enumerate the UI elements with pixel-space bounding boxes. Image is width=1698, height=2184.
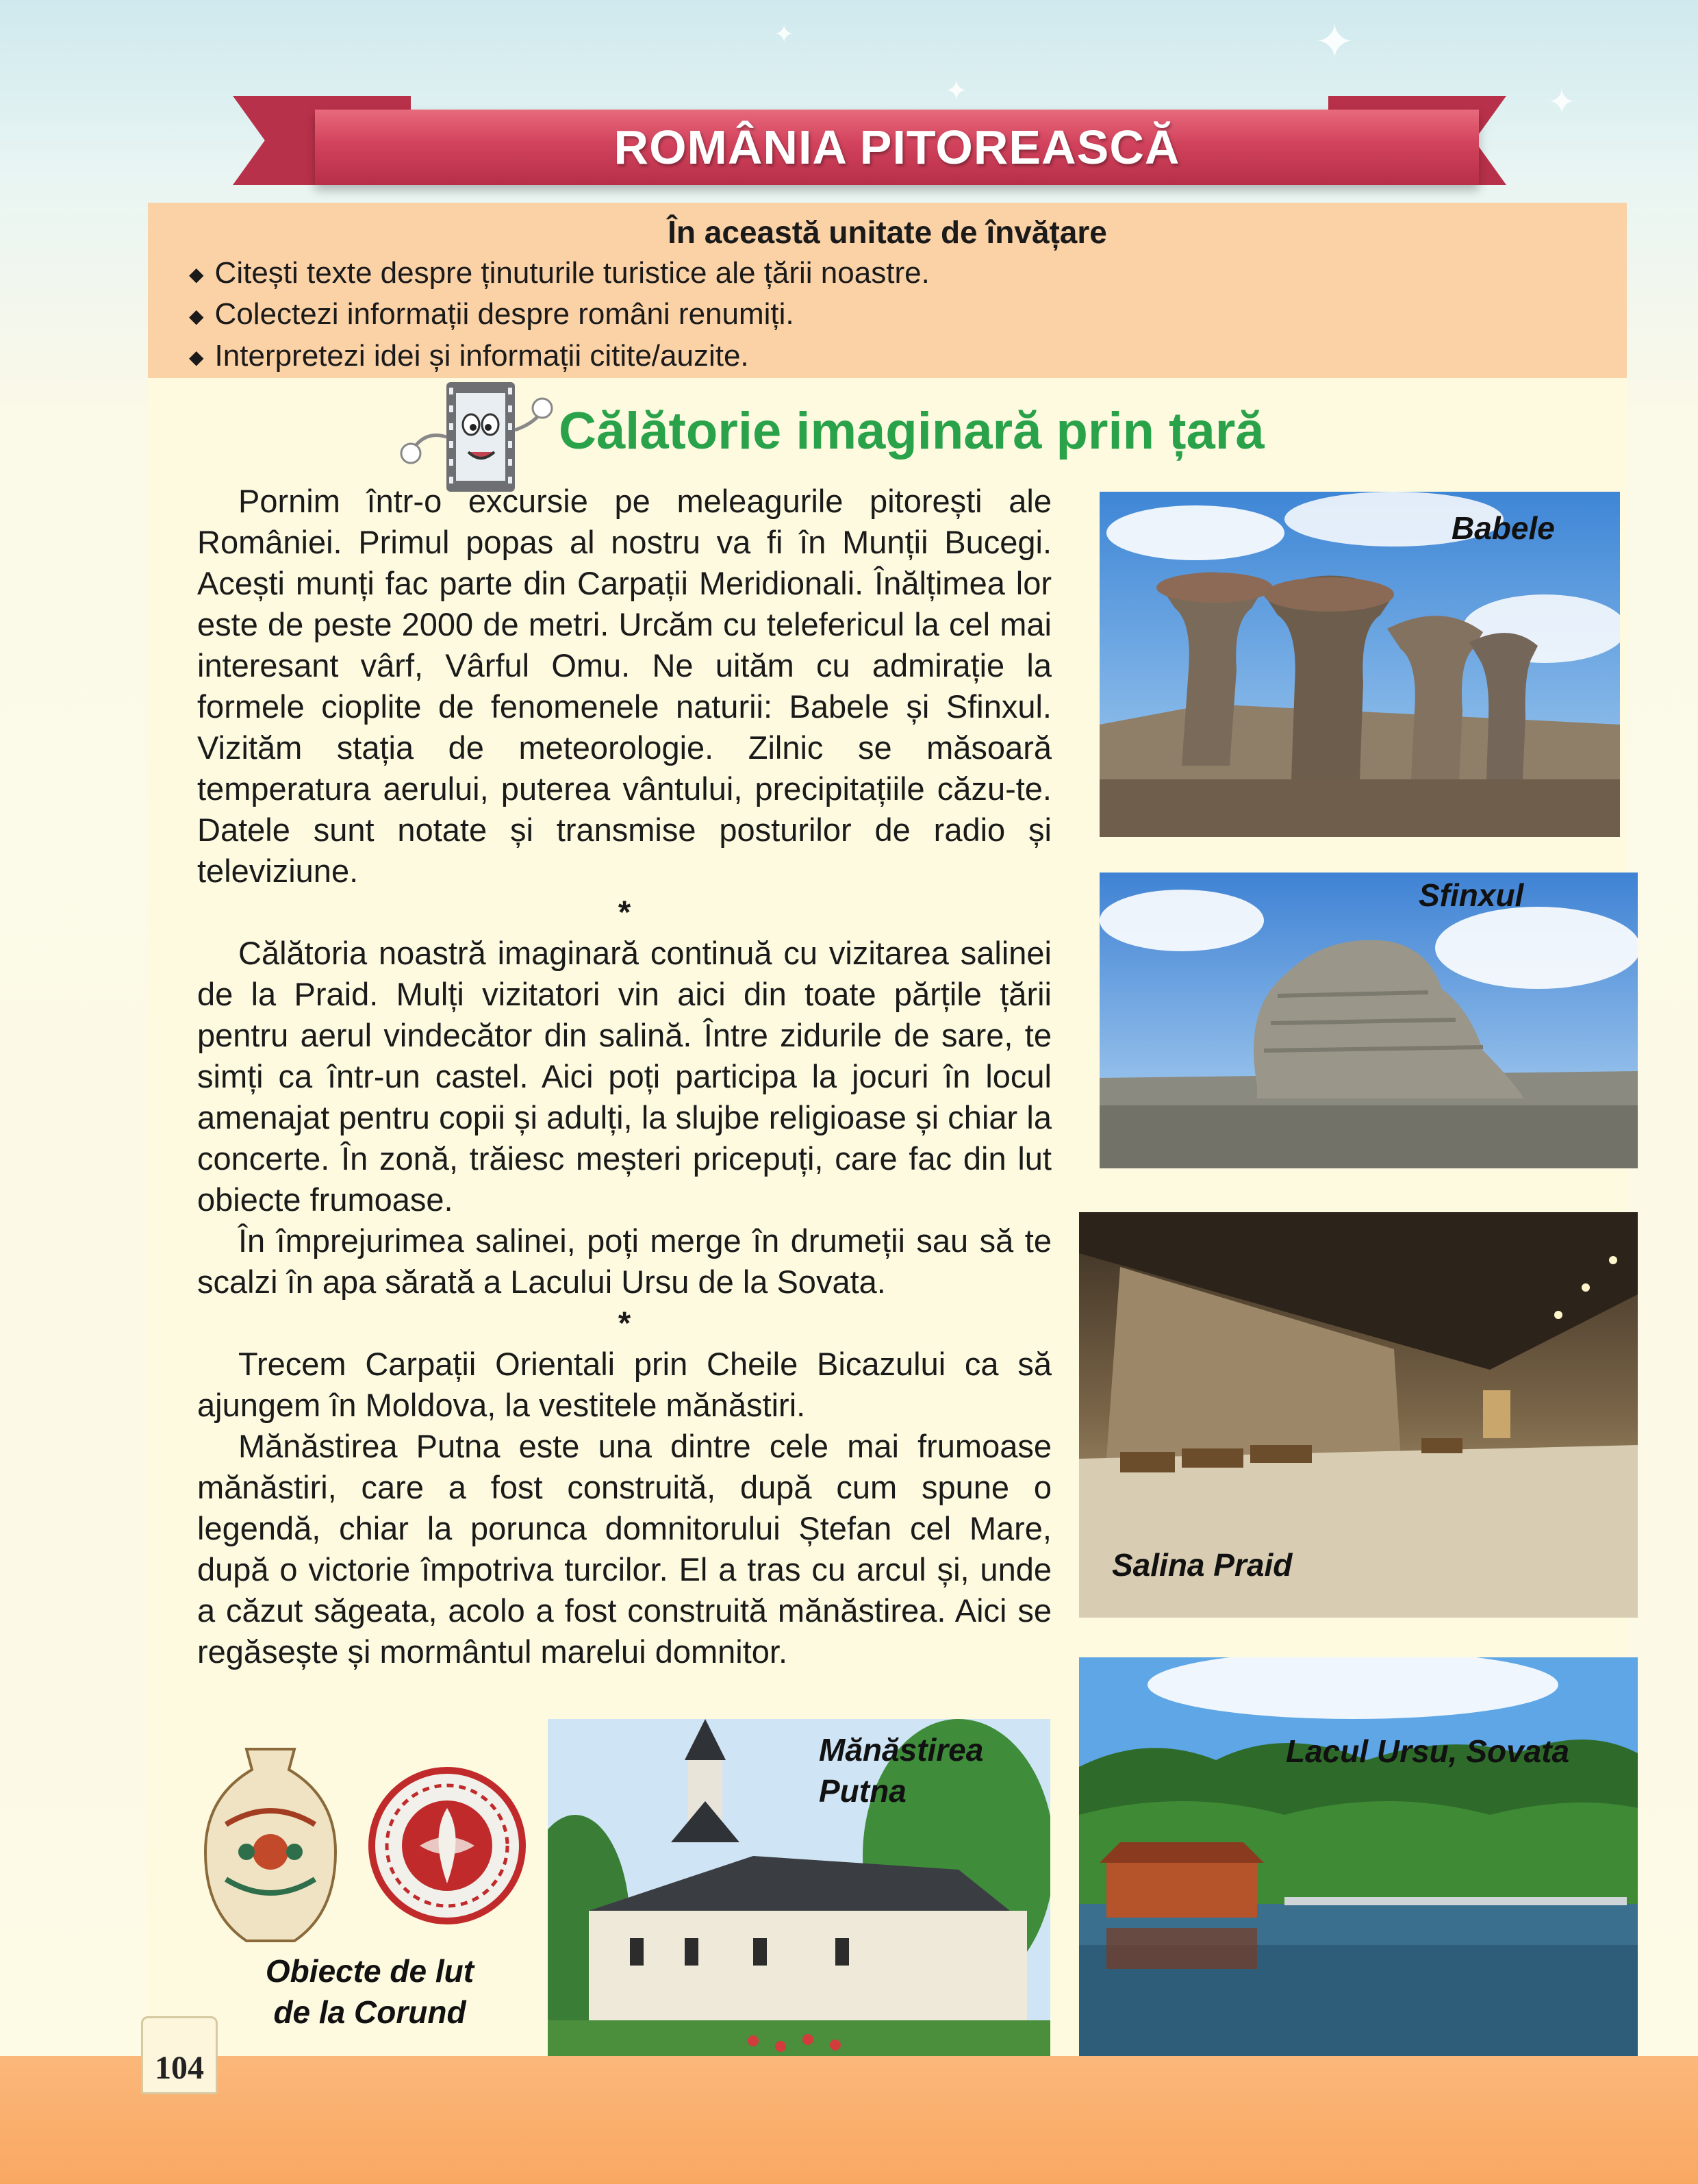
photo-sfinxul [1100,873,1638,1168]
lesson-body-text [197,481,1052,1672]
page-number-tab [141,2016,218,2094]
sparkle-decoration: ✦ [1547,82,1576,122]
objective-item: ◆ Colectezi informații despre români renumiți. [189,297,794,331]
caption-putna-line1: Mănăstirea [819,1732,984,1768]
sparkle-decoration: ✦ [1315,14,1355,70]
photo-babele [1100,492,1620,837]
section-separator: * [618,894,631,930]
photo-salina-praid [1079,1212,1638,1618]
pottery-vase-image [199,1742,342,1948]
paragraph: Trecem Carpații Orientali prin Cheile Bicazului ca să ajungem în Moldova, la vestitele mănăstiri. [197,1346,1052,1423]
objectives-list [189,253,930,377]
caption-putna-line2: Putna [819,1773,907,1809]
sparkle-decoration: ✦ [945,75,968,107]
diamond-bullet-icon: ◆ [189,263,204,286]
caption-pottery-line2: de la Corund [273,1994,466,2030]
caption-pottery-line1: Obiecte de lut [265,1953,474,1989]
learning-objectives-box [148,203,1627,378]
photo-lacul-ursu [1079,1657,1638,2061]
page-number: 104 [155,2050,204,2086]
diamond-bullet-icon: ◆ [189,304,204,327]
caption-babele: Babele [1452,510,1555,546]
unit-title-ribbon [315,110,1479,185]
objectives-title: În această unitate de învățare [668,214,1107,250]
film-reel-mascot-icon [397,375,555,499]
sparkle-decoration: ✦ [774,21,795,49]
caption-lacul-ursu: Lacul Ursu, Sovata [1286,1733,1570,1769]
section-separator: * [618,1305,631,1341]
paragraph: Mănăstirea Putna este una dintre cele mai frumoase mănăstiri, care a fost construită, după cum spune o legendă, chiar la porunca domnitorului Ștefan cel Mare, după o victorie împotriva turcilor. El a tras cu arcul și, unde a căzut săgeata, acolo a fost construită mănăstirea. Aici se regăsește și mormântul marelui domnitor. [197,1428,1052,1670]
lesson-title: Călătorie imaginară prin țară [559,402,1265,460]
caption-pottery [205,1950,534,2033]
sfinxul-rock-image [1100,873,1638,1168]
paragraph: Călătoria noastră imaginară continuă cu vizitarea salinei de la Praid. Mulți vizitatori vin aici din toate părțile țării pentru aerul vindecător din salină. Între zidurile de sare, te simți ca într-un castel. Aici poți participa la jocuri în locul amenajat pentru copii și adulți, la slujbe religioase și chiar la concerte. În zonă, trăiesc meșteri pricepuți, care fac din lut obiecte frumoase. [197,935,1052,1218]
photo-manastirea-putna [548,1719,1050,2061]
caption-sfinxul: Sfinxul [1419,877,1524,913]
lake-ursu-image [1079,1657,1638,2061]
caption-salina-praid: Salina Praid [1112,1547,1293,1583]
objective-item: ◆ Interpretezi idei și informații citite/auzite. [189,338,749,373]
page-footer-band [0,2056,1698,2184]
paragraph: Pornim într-o excursie pe meleagurile pitorești ale României. Primul popas al nostru va fi în Munții Bucegi. Acești munți fac parte din Carpații Meridionali. Înălțimea lor este de peste 2000 de metri. Urcăm cu telefericul la cel mai interesant vârf, Vârful Omu. Ne uităm cu admirație la formele cioplite de fenomenele naturii: Babele și Sfinxul. Vizităm stația de meteorologie. Zilnic se măsoară temperatura aerului, puterea vântului, precipitațiile căzu-te. Datele sunt notate și transmise posturilor de radio și televiziune. [197,483,1052,889]
paragraph: În împrejurimea salinei, poți merge în drumeții sau să te scalzi în apa sărată a Lacului Ursu de la Sovata. [197,1222,1052,1300]
diamond-bullet-icon: ◆ [189,346,204,369]
unit-title: ROMÂNIA PITOREASCĂ [613,121,1180,174]
objective-item: ◆ Citești texte despre ținuturile turistice ale țării noastre. [189,256,930,290]
pottery-plate-image [368,1767,526,1924]
putna-monastery-image [548,1719,1050,2061]
